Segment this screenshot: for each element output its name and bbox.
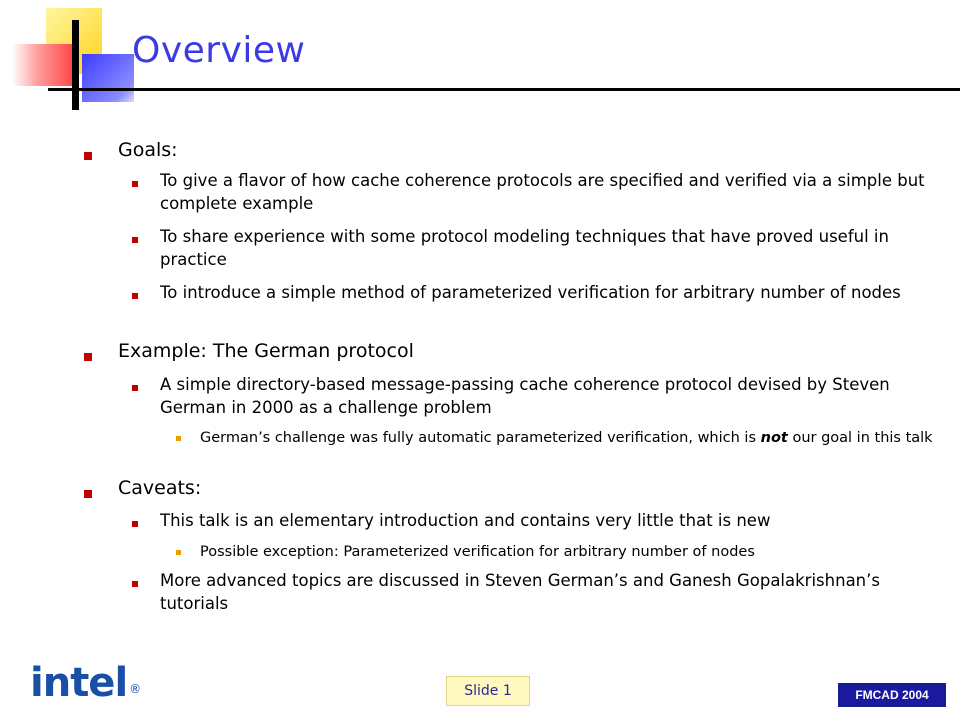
bullet-square-icon xyxy=(176,436,181,441)
bullet-square-icon xyxy=(84,152,92,160)
caveats-item-2: More advanced topics are discussed in Steven German’s and Ganesh Gopalakrishnan’s tutorials xyxy=(160,571,880,613)
example-subitem-text-1: German’s challenge was fully automatic parameterized verification, which is xyxy=(200,430,761,446)
bullet-square-icon xyxy=(176,550,181,555)
bullet-square-icon xyxy=(84,490,92,498)
fmcad-badge-text: FMCAD 2004 xyxy=(840,685,944,705)
example-subitem-text-2: our goal in this talk xyxy=(787,430,933,446)
bullet-square-icon xyxy=(132,581,138,587)
goals-item-1: To give a flavor of how cache coherence protocols are specified and verified via a simple but complete example xyxy=(160,171,925,213)
registered-mark: ® xyxy=(129,682,141,696)
goals-item-2: To share experience with some protocol modeling techniques that have proved useful in practice xyxy=(160,227,889,269)
caveats-item-1: This talk is an elementary introduction and contains very little that is new xyxy=(160,511,771,530)
bullet-square-icon xyxy=(132,293,138,299)
emphasis-not: not xyxy=(760,430,788,446)
example-item: A simple directory-based message-passing cache coherence protocol devised by Steven German in 2000 as a challenge problem xyxy=(160,375,890,417)
intel-logo xyxy=(30,660,141,706)
bullet-square-icon xyxy=(132,237,138,243)
header-decoration xyxy=(0,0,140,110)
goals-item-3: To introduce a simple method of parameterized verification for arbitrary number of nodes xyxy=(160,283,901,302)
bullet-example: Example: The German protocol xyxy=(118,340,414,362)
bullet-caveats: Caveats: xyxy=(118,477,202,499)
bullet-square-icon xyxy=(84,353,92,361)
caveats-subitem: Possible exception: Parameterized verification for arbitrary number of nodes xyxy=(200,544,755,560)
slide-number: Slide 1 xyxy=(446,676,530,706)
bullet-square-icon xyxy=(132,521,138,527)
fmcad-badge xyxy=(838,683,946,707)
intel-logo-text: intel xyxy=(30,660,128,706)
blue-square-decoration xyxy=(82,54,134,102)
slide-title: Overview xyxy=(132,30,306,71)
bullet-square-icon xyxy=(132,385,138,391)
title-underline xyxy=(48,88,960,91)
bullet-square-icon xyxy=(132,181,138,187)
red-gradient-decoration xyxy=(12,44,78,86)
bullet-goals: Goals: xyxy=(118,139,178,161)
vertical-bar-decoration xyxy=(72,20,79,110)
example-subitem xyxy=(200,428,940,448)
